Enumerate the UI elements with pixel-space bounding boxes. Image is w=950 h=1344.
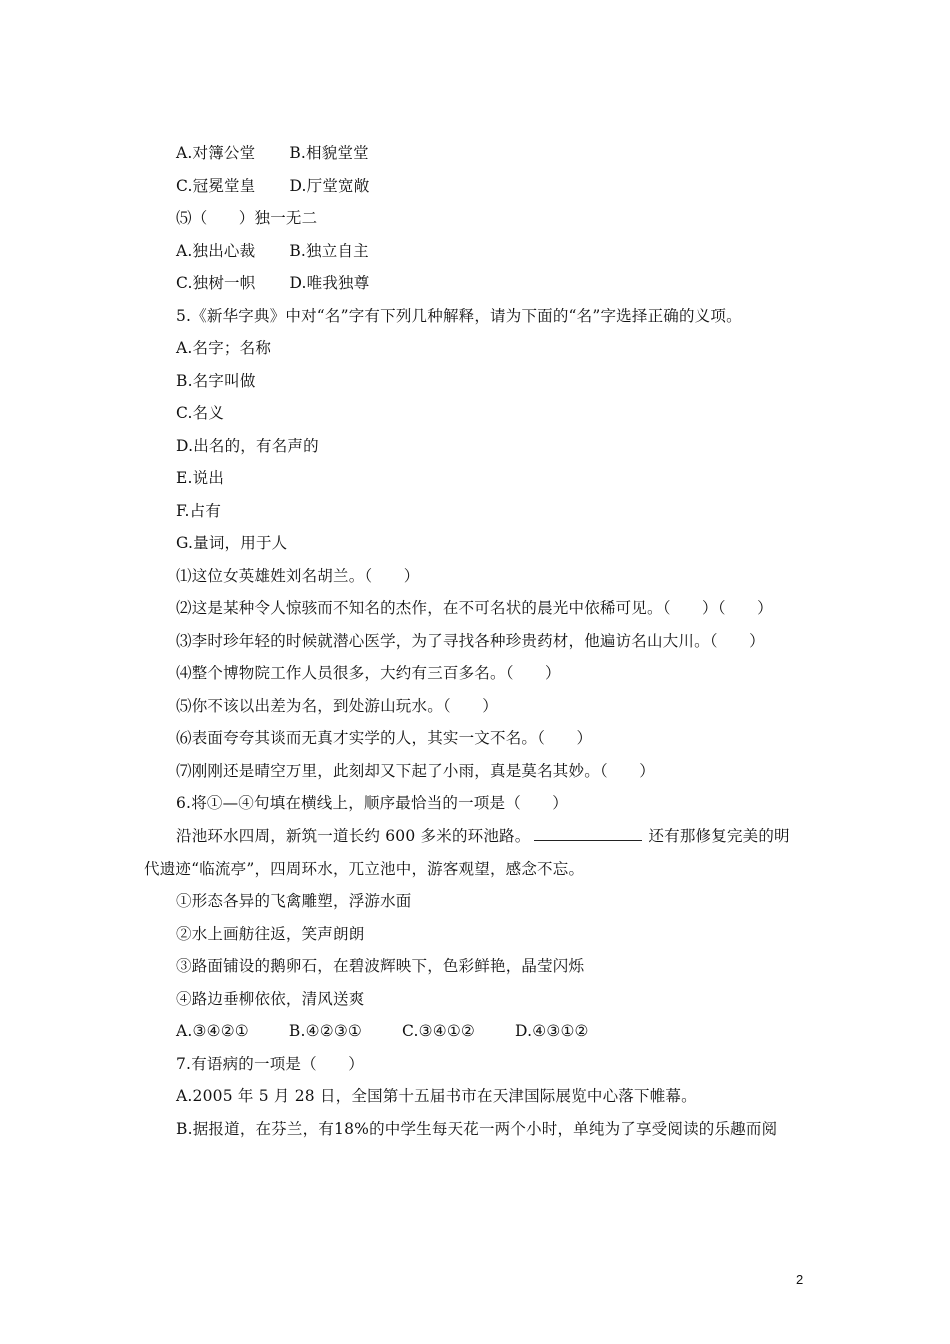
q6-option-c: C.③④①② [402,1022,476,1040]
q6-passage-after: 还有那修复完美的明 [648,827,790,845]
q6-passage-before: 沿池环水四周，新筑一道长约 600 多米的环池路。 [176,827,531,845]
q4-5-row2 [176,273,369,293]
q6-sentence-4: ④路边垂柳依依，清风送爽 [176,990,365,1008]
q5-item-5: ⑸你不该以出差为名，到处游山玩水。（ ） [176,697,498,715]
q4-3-row2 [176,176,369,196]
q5-meaning-a: A.名字；名称 [176,339,272,357]
q4-5-option-d: D.唯我独尊 [289,274,370,292]
q6-option-a: A.③④②① [176,1022,249,1040]
q4-5-option-b: B.独立自主 [289,242,369,260]
q5-meaning-f: F.占有 [176,502,222,520]
q5-item-6: ⑹表面夸夸其谈而无真才实学的人，其实一文不名。（ ） [176,729,593,747]
q4-5-row1 [176,241,369,261]
q5-meaning-d: D.出名的，有名声的 [176,437,319,455]
q6-passage-line1 [176,826,790,846]
fill-in-blank[interactable] [534,826,642,841]
q7-option-a: A.2005 年 5 月 28 日，全国第十五届书市在天津国际展览中心落下帷幕。 [176,1087,697,1105]
q6-passage-line2: 代遗迹“临流亭”，四周环水，兀立池中，游客观望，感念不忘。 [144,860,585,878]
q4-3-option-a: A.对簿公堂 [176,144,256,162]
q4-5-stem: ⑸（ ）独一无二 [176,209,318,227]
q4-5-option-c: C.独树一帜 [176,274,256,292]
q6-stem: 6.将①—④句填在横线上，顺序最恰当的一项是（ ） [176,794,568,812]
q6-options-row [176,1021,589,1041]
q4-3-option-d: D.厅堂宽敞 [289,177,370,195]
q4-5-option-a: A.独出心裁 [176,242,256,260]
q6-option-d: D.④③①② [515,1022,589,1040]
q6-sentence-3: ③路面铺设的鹅卵石，在碧波辉映下，色彩鲜艳，晶莹闪烁 [176,957,585,975]
q5-stem: 5.《新华字典》中对“名”字有下列几种解释，请为下面的“名”字选择正确的义项。 [176,307,742,325]
q6-sentence-2: ②水上画舫往返，笑声朗朗 [176,925,365,943]
q4-3-option-c: C.冠冕堂皇 [176,177,256,195]
q7-stem: 7.有语病的一项是（ ） [176,1055,364,1073]
q5-meaning-e: E.说出 [176,469,225,487]
q5-item-1: ⑴这位女英雄姓刘名胡兰。（ ） [176,567,420,585]
q5-meaning-b: B.名字叫做 [176,372,256,390]
q5-item-7: ⑺刚刚还是晴空万里，此刻却又下起了小雨，真是莫名其妙。（ ） [176,762,655,780]
q7-option-b: B.据报道，在芬兰，有18%的中学生每天花一两个小时，单纯为了享受阅读的乐趣而阅 [176,1120,778,1138]
q4-3-row1 [176,143,369,163]
q5-item-4: ⑷整个博物院工作人员很多，大约有三百多名。（ ） [176,664,561,682]
q6-option-b: B.④②③① [288,1022,363,1040]
q5-meaning-g: G.量词，用于人 [176,534,288,552]
q4-3-option-b: B.相貌堂堂 [289,144,369,162]
q5-item-3: ⑶李时珍年轻的时候就潜心医学，为了寻找各种珍贵药材，他遍访名山大川。（ ） [176,632,765,650]
q5-item-2: ⑵这是某种令人惊骇而不知名的杰作，在不可名状的晨光中依稀可见。（ ）（ ） [176,599,773,617]
q6-sentence-1: ①形态各异的飞禽雕塑，浮游水面 [176,892,412,910]
q5-meaning-c: C.名义 [176,404,225,422]
page-number: 2 [796,1272,804,1287]
